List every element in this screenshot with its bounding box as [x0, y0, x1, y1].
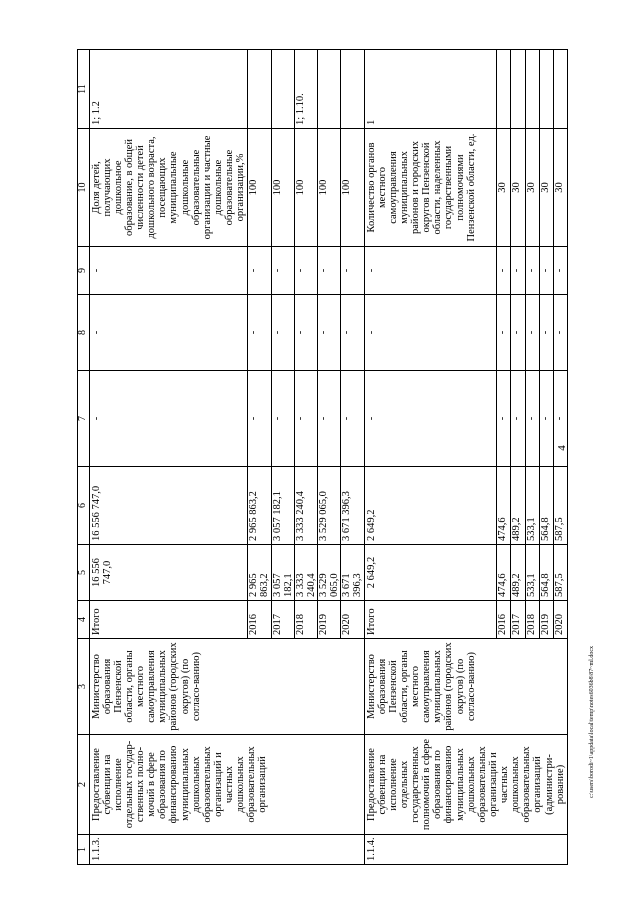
value-col8: -: [525, 295, 539, 371]
year-cell: 2017: [511, 601, 525, 639]
year-cell: 2019: [539, 601, 553, 639]
year-cell: 2020: [553, 601, 567, 639]
value-col7: -: [271, 371, 294, 467]
header-cell: 5: [78, 545, 90, 601]
header-cell: 7: [78, 371, 90, 467]
total-label: Итого: [89, 601, 248, 639]
value-col5: 489,2: [511, 545, 525, 601]
value-col9: -: [553, 247, 567, 295]
value-col5: 3 057 182,1: [271, 545, 294, 601]
value-col8: -: [539, 295, 553, 371]
year-cell: 2018: [294, 601, 317, 639]
header-cell: 4: [78, 601, 90, 639]
total-col6: 16 556 747,0: [89, 467, 248, 545]
total-col5: 2 649,2: [364, 545, 497, 601]
total-col9: -: [89, 247, 248, 295]
measure-number: 1.1.4.: [364, 835, 567, 865]
value-col11: 1; 1.10.: [294, 50, 317, 129]
value-col11: [271, 50, 294, 129]
year-cell: 2017: [271, 601, 294, 639]
value-col9: -: [539, 247, 553, 295]
value-col11: [248, 50, 271, 129]
value-col9: -: [511, 247, 525, 295]
total-col8: -: [364, 295, 497, 371]
value-col6: 2 965 863,2: [248, 467, 271, 545]
indicator-name: Доля детей, получающих дошкольное образование, в общей численности детей дошкольного возраста, посещающих муниципальные дошкольные образовательные организации и частные дошкольные образовательные организации,%: [89, 129, 248, 247]
value-col7: -: [497, 371, 511, 467]
value-col10: 30: [553, 129, 567, 247]
measure-number: 1.1.3.: [89, 835, 364, 865]
value-col6: 3 671 396,3: [341, 467, 364, 545]
value-col7: -: [525, 371, 539, 467]
indicator-link: 1: [364, 50, 497, 129]
value-col11: [511, 50, 525, 129]
value-col5: 3 529 065,0: [318, 545, 341, 601]
header-cell: 11: [78, 50, 90, 129]
value-col9: -: [294, 247, 317, 295]
total-col6: 2 649,2: [364, 467, 497, 545]
header-cell: 9: [78, 247, 90, 295]
value-col7: -: [318, 371, 341, 467]
value-col11: [525, 50, 539, 129]
value-col5: 564,8: [539, 545, 553, 601]
measure-total-row: [364, 50, 497, 865]
value-col11: [318, 50, 341, 129]
value-col5: 3 671 396,3: [341, 545, 364, 601]
year-cell: 2018: [525, 601, 539, 639]
indicator-name: Количество органов местного самоуправления муниципальных районов и городских округов Пензенской области, наделенных государственными полномочиями Пензенской области, ед.: [364, 129, 497, 247]
value-col6: 489,2: [511, 467, 525, 545]
value-col11: [497, 50, 511, 129]
value-col6: 3 057 182,1: [271, 467, 294, 545]
value-col6: 533,1: [525, 467, 539, 545]
total-col7: -: [89, 371, 248, 467]
value-col10: 100: [318, 129, 341, 247]
value-col9: -: [525, 247, 539, 295]
value-col10: 30: [497, 129, 511, 247]
value-col9: -: [497, 247, 511, 295]
measure-total-row: [89, 50, 248, 865]
value-col10: 30: [539, 129, 553, 247]
responsible-executor: Министерство образования Пензенской области, органы местного самоуправления муниципальных районов (городских округов) (по согласо-ванию): [89, 639, 364, 735]
measure-description: Предоставление субвенции на исполнение отдельных государственных полномочий в сфере образования по финансированию муниципальных дошкольных образовательных организаций и частных дошкольных образовательных организаций (администри-рование): [364, 735, 567, 835]
measure-description: Предоставление субвенции на исполнение отдельных государ-ственных полно-мочий в сфере образования по финансированию муниципальных дошкольных образовательных организаций и частных дошкольных образовательных организаций: [89, 735, 364, 835]
value-col7: -: [248, 371, 271, 467]
value-col10: 100: [248, 129, 271, 247]
rotated-table-container: [77, 50, 607, 865]
total-col5: 16 556 747,0: [89, 545, 248, 601]
value-col9: -: [248, 247, 271, 295]
value-col5: 2 965 863,2: [248, 545, 271, 601]
value-col10: 100: [341, 129, 364, 247]
value-col6: 474,6: [497, 467, 511, 545]
value-col6: 3 529 065,0: [318, 467, 341, 545]
value-col6: 564,8: [539, 467, 553, 545]
value-col9: -: [318, 247, 341, 295]
value-col8: -: [497, 295, 511, 371]
total-col9: -: [364, 247, 497, 295]
value-col5: 474,6: [497, 545, 511, 601]
value-col8: -: [553, 295, 567, 371]
value-col7: -: [539, 371, 553, 467]
value-col8: -: [341, 295, 364, 371]
program-measures-table: [77, 49, 568, 865]
header-cell: 1: [78, 835, 90, 865]
value-col8: -: [294, 295, 317, 371]
total-label: Итого: [364, 601, 497, 639]
header-cell: 2: [78, 735, 90, 835]
header-row: [78, 50, 90, 865]
value-col6: 587,5: [553, 467, 567, 545]
value-col8: -: [511, 295, 525, 371]
value-col8: -: [248, 295, 271, 371]
value-col5: 533,1: [525, 545, 539, 601]
value-col11: [539, 50, 553, 129]
value-col9: -: [341, 247, 364, 295]
value-col6: 3 333 240,4: [294, 467, 317, 545]
value-col9: -: [271, 247, 294, 295]
header-cell: 8: [78, 295, 90, 371]
header-cell: 3: [78, 639, 90, 735]
value-col10: 100: [271, 129, 294, 247]
year-cell: 2019: [318, 601, 341, 639]
indicator-link: 1; 1.2: [89, 50, 248, 129]
page-number: 4: [556, 445, 568, 451]
value-col7: -: [511, 371, 525, 467]
year-cell: 2016: [248, 601, 271, 639]
value-col10: 30: [525, 129, 539, 247]
value-col10: 100: [294, 129, 317, 247]
responsible-executor: Министерство образования Пензенской области, органы местного самоуправления муниципальных районов (городских округов) (по согласо-ванию): [364, 639, 567, 735]
header-cell: 10: [78, 129, 90, 247]
value-col7: -: [553, 371, 567, 467]
value-col5: 3 333 240,4: [294, 545, 317, 601]
value-col7: -: [341, 371, 364, 467]
value-col8: -: [271, 295, 294, 371]
total-col7: -: [364, 371, 497, 467]
footer-file-path: c:\users\borodi~1\appdata\local\temp\notes6036b8\87~ml.docx: [589, 646, 595, 798]
header-cell: 6: [78, 467, 90, 545]
total-col8: -: [89, 295, 248, 371]
value-col5: 587,5: [553, 545, 567, 601]
year-cell: 2020: [341, 601, 364, 639]
value-col7: -: [294, 371, 317, 467]
value-col10: 30: [511, 129, 525, 247]
value-col11: [553, 50, 567, 129]
value-col11: [341, 50, 364, 129]
value-col8: -: [318, 295, 341, 371]
year-cell: 2016: [497, 601, 511, 639]
